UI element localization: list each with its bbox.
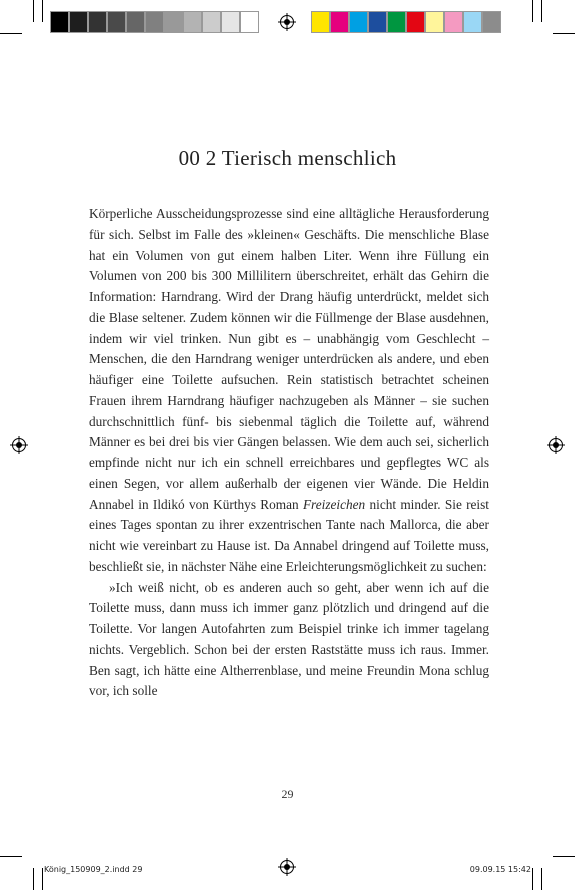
color-swatch: [387, 11, 406, 33]
slug-file-info: König_150909_2.indd 29: [44, 865, 143, 874]
quote-paragraph: »Ich weiß nicht, ob es anderen auch so geht, aber wenn ich auf die Toilette muss, dann muss ich immer ganz plötzlich und dringend auf die Toilette. Vor langen Autofahrten zum Beispiel trinke ich immer tagelang nichts. Vergeblich. Schon bei der ersten Raststätte muss ich raus. Immer. Ben sagt, ich hätte eine Altherrenblase, und meine Freundin Mona schlug vor, ich solle: [89, 579, 489, 699]
book-title: Freizeichen: [302, 496, 366, 512]
paragraph: Körperliche Ausscheidungsprozesse sind eine alltägliche Herausforderung für sich. Selbst im Falle des »kleinen« Geschäfts. Die menschliche Blase hat ein Volumen von gut einem halben Liter. Wenn ihre Füllung ein Volumen von 200 bis 300 Millilitern überschreitet, erhält das Gehirn die Information: Harndrang. Wird der Drang häufig unterdrückt, meldet sich die Blase seltener. Zudem können wir die Füllmenge der Blase ausdehnen, indem wir viel trinken. Nun gibt es – unabhängig vom Geschlecht – Menschen, die den Harndrang weniger unterdrücken als andere, und eben häufiger eine Toilette aufsuchen. Rein statistisch betrachtet scheinen Frauen ihrem Harndrang häufiger nachzugeben als Männer – sie suchen durchschnittlich fünf- bis siebenmal täglich die Toilette auf, während Männer es bei drei bis vier Gängen belassen. Wie dem auch sei, sicherlich empfinde nicht nur ich ein schnell erreichbares und gepflegtes WC als einen Segen, vor allem außerhalb der eigenen vier Wände. Die Heldin Annabel in Ildikó von Kürthys Roman Freizeichen nicht minder. Sie reist eines Tages spontan zu ihrer exzentrischen Tante nach Mallorca, die aber nicht wie vereinbart zu Hause ist. Da Annabel dringend auf Toilette muss, beschließt sie, in nächster Nähe eine Erleichterungsmöglichkeit zu suchen:: [89, 206, 489, 574]
color-swatch: [482, 11, 501, 33]
body-text: [89, 204, 489, 702]
registration-mark-icon: [547, 436, 565, 454]
crop-mark: [553, 33, 575, 34]
crop-mark: [42, 0, 43, 22]
color-swatch: [145, 11, 164, 33]
color-swatch: [330, 11, 349, 33]
color-swatch: [183, 11, 202, 33]
crop-mark: [541, 868, 542, 890]
color-swatch: [202, 11, 221, 33]
color-swatch: [463, 11, 482, 33]
color-swatch: [107, 11, 126, 33]
color-swatch: [88, 11, 107, 33]
color-swatch: [368, 11, 387, 33]
crop-mark: [541, 0, 542, 22]
crop-mark: [33, 0, 34, 22]
chapter-title: 00 2 Tierisch menschlich: [178, 146, 397, 170]
crop-mark: [0, 856, 22, 857]
registration-mark-icon: [278, 13, 296, 31]
gray-color-bar: [50, 11, 259, 33]
registration-mark-icon: [278, 858, 296, 876]
crop-mark: [33, 868, 34, 890]
color-swatch: [406, 11, 425, 33]
registration-mark-icon: [10, 436, 28, 454]
color-swatch: [311, 11, 330, 33]
crop-mark: [532, 0, 533, 22]
color-swatch: [425, 11, 444, 33]
process-color-bar: [311, 11, 501, 33]
color-swatch: [164, 11, 183, 33]
page-number: 29: [281, 787, 294, 801]
color-swatch: [69, 11, 88, 33]
crop-mark: [0, 33, 22, 34]
slug-timestamp: 09.09.15 15:42: [469, 865, 531, 874]
color-swatch: [444, 11, 463, 33]
crop-mark: [553, 856, 575, 857]
color-swatch: [349, 11, 368, 33]
color-swatch: [240, 11, 259, 33]
color-swatch: [50, 11, 69, 33]
crop-mark: [42, 868, 43, 890]
color-swatch: [126, 11, 145, 33]
crop-mark: [532, 868, 533, 890]
color-swatch: [221, 11, 240, 33]
